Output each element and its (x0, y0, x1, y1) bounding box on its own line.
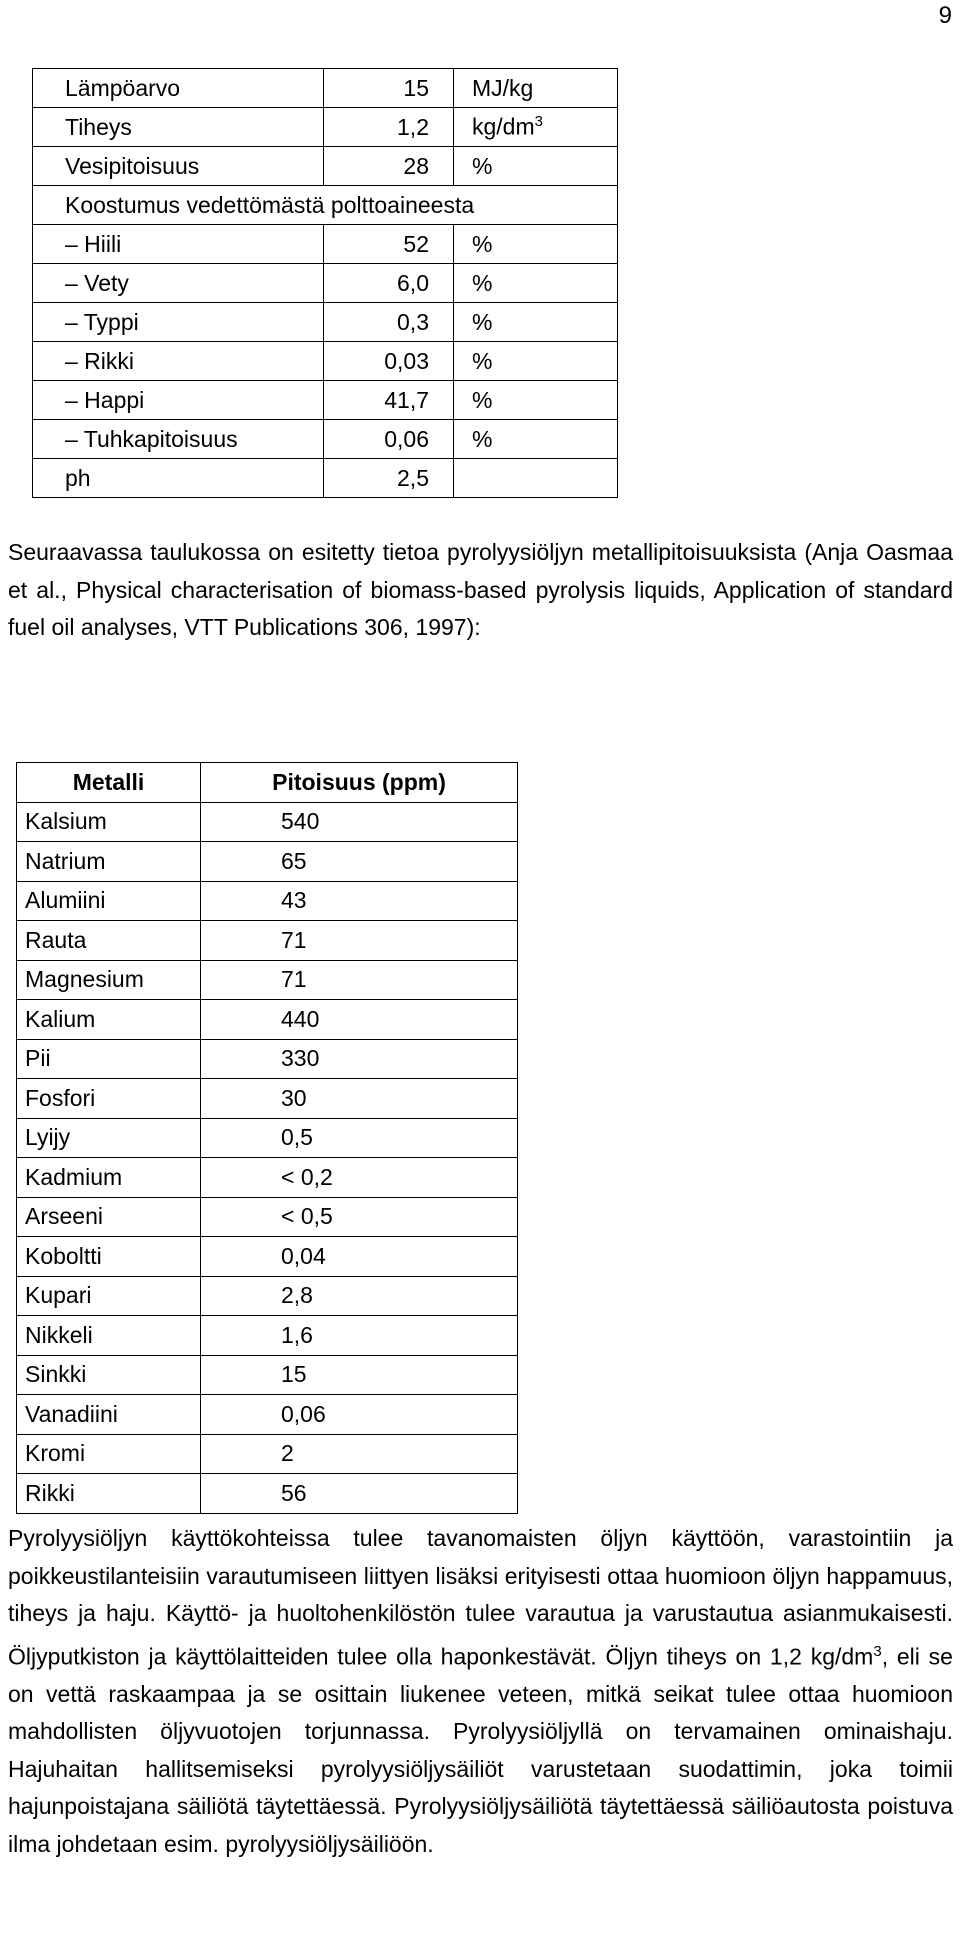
property-row (33, 381, 618, 420)
metal-name: Nikkeli (17, 1316, 201, 1356)
property-row (33, 186, 618, 225)
metal-name: Pii (17, 1039, 201, 1079)
property-name: – Tuhkapitoisuus (33, 420, 324, 459)
property-unit (454, 303, 618, 342)
property-unit (454, 420, 618, 459)
property-unit-text: % (472, 347, 493, 374)
closing-text-end: , eli se on vettä raskaampaa ja se osittain liukenee veteen, mitkä seikat tulee ottaa huomioon mahdollisten öljyvuotojen torjunnassa. Pyrolyysiöljyllä on tervamainen ominaishaju. Hajuhaitan hallitsemiseksi pyrolyysiöljysäiliöt varustetaan suodattimin, joka toimii hajunpoistajana säiliötä täytettäessä. Pyrolyysiöljysäiliötä täytettäessä säiliöautosta poistuva ilma johdetaan esim. pyrolyysiöljysäiliöön. (8, 1643, 953, 1857)
property-unit-text: % (472, 425, 493, 452)
property-unit (454, 225, 618, 264)
metal-row (17, 1000, 518, 1040)
metal-row (17, 1118, 518, 1158)
property-row (33, 69, 618, 108)
metal-concentration: 330 (201, 1039, 518, 1079)
metal-concentration: 15 (201, 1355, 518, 1395)
metal-concentration: 2,8 (201, 1276, 518, 1316)
property-unit-text: % (472, 269, 493, 296)
metal-concentration: 56 (201, 1474, 518, 1514)
property-name: Vesipitoisuus (33, 147, 324, 186)
property-name: ph (33, 459, 324, 498)
properties-table (32, 68, 618, 498)
metals-header-row (17, 763, 518, 803)
property-unit (454, 108, 618, 147)
property-unit (454, 69, 618, 108)
property-name: – Hiili (33, 225, 324, 264)
property-group-name: Koostumus vedettömästä polttoaineesta (33, 186, 618, 225)
property-unit-text: % (472, 230, 493, 257)
property-value: 0,3 (324, 303, 454, 342)
metal-row (17, 1355, 518, 1395)
metal-row (17, 1158, 518, 1198)
metal-row (17, 1474, 518, 1514)
property-row (33, 108, 618, 147)
intro-paragraph: Seuraavassa taulukossa on esitetty tietoa pyrolyysiöljyn metallipitoisuuksista (Anja Oasmaa et al., Physical characterisation of biomass-based pyrolysis liquids, Application of standard fuel oil analyses, VTT Publications 306, 1997): (8, 539, 953, 640)
property-row (33, 264, 618, 303)
metal-column-header: Metalli (17, 763, 201, 803)
property-unit-text: % (472, 308, 493, 335)
property-name: – Happi (33, 381, 324, 420)
property-row (33, 225, 618, 264)
property-row (33, 147, 618, 186)
closing-superscript: 3 (873, 1642, 882, 1660)
metal-name: Kadmium (17, 1158, 201, 1198)
property-unit-text: MJ/kg (472, 74, 534, 101)
property-unit-text: % (472, 386, 493, 413)
closing-text-start: Pyrolyysiöljyn käyttökohteissa tulee tavanomaisten öljyn käyttöön, varastointiin ja poikkeustilanteisiin varautumiseen liittyen lisäksi erityisesti ottaa huomioon öljyn happamuus, tiheys ja haju. Käyttö- ja huoltohenkilöstön tulee varautua ja varustautua asianmukaisesti. Öljyputkiston ja käyttölaitteiden tulee olla haponkestävät. Öljyn tiheys on 1,2 kg/dm (8, 1525, 953, 1670)
metal-concentration: < 0,2 (201, 1158, 518, 1198)
property-name: Lämpöarvo (33, 69, 324, 108)
property-name: – Typpi (33, 303, 324, 342)
metal-name: Vanadiini (17, 1395, 201, 1435)
metal-name: Sinkki (17, 1355, 201, 1395)
metal-concentration: 1,6 (201, 1316, 518, 1356)
property-value: 1,2 (324, 108, 454, 147)
property-row (33, 303, 618, 342)
metal-row (17, 1434, 518, 1474)
metal-concentration: 440 (201, 1000, 518, 1040)
metal-name: Arseeni (17, 1197, 201, 1237)
metal-name: Fosfori (17, 1079, 201, 1119)
property-value: 6,0 (324, 264, 454, 303)
metal-name: Kupari (17, 1276, 201, 1316)
metal-row (17, 1276, 518, 1316)
metal-row (17, 1039, 518, 1079)
metal-concentration: 71 (201, 921, 518, 961)
property-value: 0,03 (324, 342, 454, 381)
property-unit-text: % (472, 152, 493, 179)
metal-row (17, 842, 518, 882)
property-unit-superscript: 3 (534, 113, 543, 131)
metal-concentration: 0,06 (201, 1395, 518, 1435)
property-unit (454, 147, 618, 186)
metal-concentration: 540 (201, 802, 518, 842)
metal-row (17, 960, 518, 1000)
metal-concentration: 65 (201, 842, 518, 882)
property-name: – Rikki (33, 342, 324, 381)
property-value: 41,7 (324, 381, 454, 420)
metal-row (17, 1237, 518, 1277)
property-unit (454, 342, 618, 381)
metal-name: Magnesium (17, 960, 201, 1000)
metal-name: Koboltti (17, 1237, 201, 1277)
closing-paragraph (8, 1520, 953, 1863)
metal-row (17, 921, 518, 961)
property-row (33, 420, 618, 459)
metal-concentration: 43 (201, 881, 518, 921)
metal-concentration: 0,5 (201, 1118, 518, 1158)
metal-name: Alumiini (17, 881, 201, 921)
property-unit (454, 459, 618, 498)
property-unit (454, 381, 618, 420)
metal-row (17, 1079, 518, 1119)
property-name: Tiheys (33, 108, 324, 147)
metal-concentration: < 0,5 (201, 1197, 518, 1237)
metal-name: Kalsium (17, 802, 201, 842)
metal-row (17, 1395, 518, 1435)
metal-row (17, 881, 518, 921)
page-number: 9 (938, 2, 952, 29)
metal-concentration: 71 (201, 960, 518, 1000)
metal-name: Kalium (17, 1000, 201, 1040)
metal-name: Lyijy (17, 1118, 201, 1158)
property-value: 28 (324, 147, 454, 186)
metal-concentration: 30 (201, 1079, 518, 1119)
metal-name: Rauta (17, 921, 201, 961)
property-unit (454, 264, 618, 303)
property-value: 0,06 (324, 420, 454, 459)
metal-row (17, 1197, 518, 1237)
metal-concentration: 0,04 (201, 1237, 518, 1277)
metal-name: Kromi (17, 1434, 201, 1474)
property-value: 2,5 (324, 459, 454, 498)
property-value: 52 (324, 225, 454, 264)
metal-name: Natrium (17, 842, 201, 882)
property-value: 15 (324, 69, 454, 108)
property-name: – Vety (33, 264, 324, 303)
metals-table (16, 762, 518, 1514)
property-row (33, 342, 618, 381)
metal-row (17, 802, 518, 842)
property-row (33, 459, 618, 498)
metal-concentration: 2 (201, 1434, 518, 1474)
metal-row (17, 1316, 518, 1356)
concentration-column-header: Pitoisuus (ppm) (201, 763, 518, 803)
property-unit-text: kg/dm (472, 113, 535, 140)
metal-name: Rikki (17, 1474, 201, 1514)
